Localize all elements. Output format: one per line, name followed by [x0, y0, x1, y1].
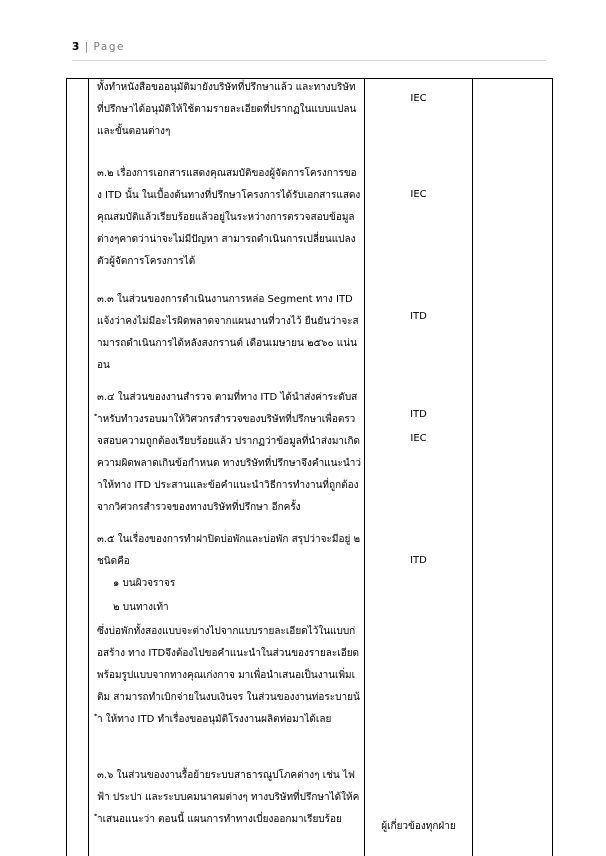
- responsible-item-3-6: ผู้เกี่ยวข้องทุกฝ่าย: [365, 819, 472, 835]
- item-3-5-sub-2: ๒ บนทางเท้า: [113, 597, 169, 619]
- table-column-responsible: [365, 79, 473, 856]
- item-continuation-text: ทั้งทำหนังสือขออนุมัติมายังบริษัทที่ปรึกษาแล้ว และทางบริษัทที่ปรึกษาได้อนุมัติให้ใช้ตามรายละเอียดที่ปรากฏในแบบแปลนและขั้นตอนต่างๆ: [97, 77, 361, 143]
- page-label: Page: [94, 41, 125, 53]
- item-3-4-text: ๓.๔ ในส่วนของงานสำรวจ ตามที่ทาง ITD ได้นำส่งค่าระดับสำหรับทำวงรอบมาให้วิศวกรสำรวจของบริษัทที่ปรึกษาเพื่อตรวจสอบความถูกต้องเรียบร้อยแล้ว ปรากฏว่าข้อมูลที่นำส่งมาเกิดความผิดพลาดเกินข้อกำหนด ทางบริษัทที่ปรึกษาจึงคำแนะนำว่าให้ทาง ITD ประสานและข้อคำแนะนำวิธีการทำงานที่ถูกต้องจากวิศวกรสำรวจของทางบริษัทที่ปรึกษา อีกครั้ง: [97, 387, 361, 519]
- item-3-5-text: ๓.๕ ในเรื่องของการทำฝาปิดบ่อพักและบ่อพัก สรุปว่าจะมีอยู่ ๒ ชนิดคือ: [97, 529, 361, 573]
- table-column-blank: [67, 79, 89, 856]
- responsible-item-3-2: IEC: [365, 187, 472, 203]
- page-header: [72, 40, 546, 61]
- header-separator: |: [85, 41, 89, 53]
- item-3-5-sub-1: ๑ บนผิวจราจร: [113, 573, 175, 595]
- table-column-details: [89, 79, 365, 856]
- item-3-6-text: ๓.๖ ในส่วนของงานรื้อย้ายระบบสาธารณูปโภคต่างๆ เช่น ไฟฟ้า ประปา และระบบคมนาคมต่างๆ ทางบริษัทที่ปรึกษาได้ให้คำเสนอแนะว่า ตอนนี้ แผนการทำทางเบี่ยงออกมาเรียบร้อย: [97, 765, 361, 831]
- item-3-5-detail: ซึ่งบ่อพักทั้งสองแบบจะต่างไปจากแบบรายละเอียดไว้ในแบบก่อสร้าง ทาง ITDจึงต้องไปขอคำแนะนำในส่วนของรายละเอียดพร้อมรูปแบบจากทางคุณเก่งกาจ มาเพื่อนำเสนอเป็นงานเพิ่มเติม สามารถทำเบิกจ่ายในงบเงินจร ในส่วนของงานท่อระบายน้ำ ให้ทาง ITD ทำเรื่องขออนุมัติโรงงานผลิตท่อมาได้เลย: [97, 621, 361, 731]
- responsible-item-continuation: IEC: [365, 91, 472, 107]
- responsible-item-3-4-b: IEC: [365, 431, 472, 447]
- item-3-2-text: ๓.๒ เรื่องการเอกสารแสดงคุณสมบัติของผู้จัดการโครงการของ ITD นั้น ในเบื้องต้นทางที่ปรึกษาโครงการได้รับเอกสารแสดงคุณสมบัติแล้วเรียบร้อยแล้วอยู่ในระหว่างการตรวจสอบข้อมูลต่างๆคาดว่าน่าจะไม่มีปัญหา สามารถดำเนินการเปลี่ยนแปลงตัวผู้จัดการโครงการได้: [97, 163, 361, 273]
- item-3-3-text: ๓.๓ ในส่วนของการดำเนินงานการหล่อ Segment ทาง ITD แจ้งว่าคงไม่มีอะไรผิดพลาดจากแผนงานที่วางไว้ ยืนยันว่าจะสามารถดำเนินการได้หลังสงกรานต์ เดือนเมษายน ๒๕๖๐ แน่นอน: [97, 289, 361, 377]
- page-number: 3: [72, 41, 79, 53]
- responsible-item-3-5: ITD: [365, 553, 472, 569]
- table-column-remarks: [473, 79, 553, 856]
- responsible-item-3-3: ITD: [365, 309, 472, 325]
- responsible-item-3-4-a: ITD: [365, 407, 472, 423]
- minutes-table: [66, 78, 553, 856]
